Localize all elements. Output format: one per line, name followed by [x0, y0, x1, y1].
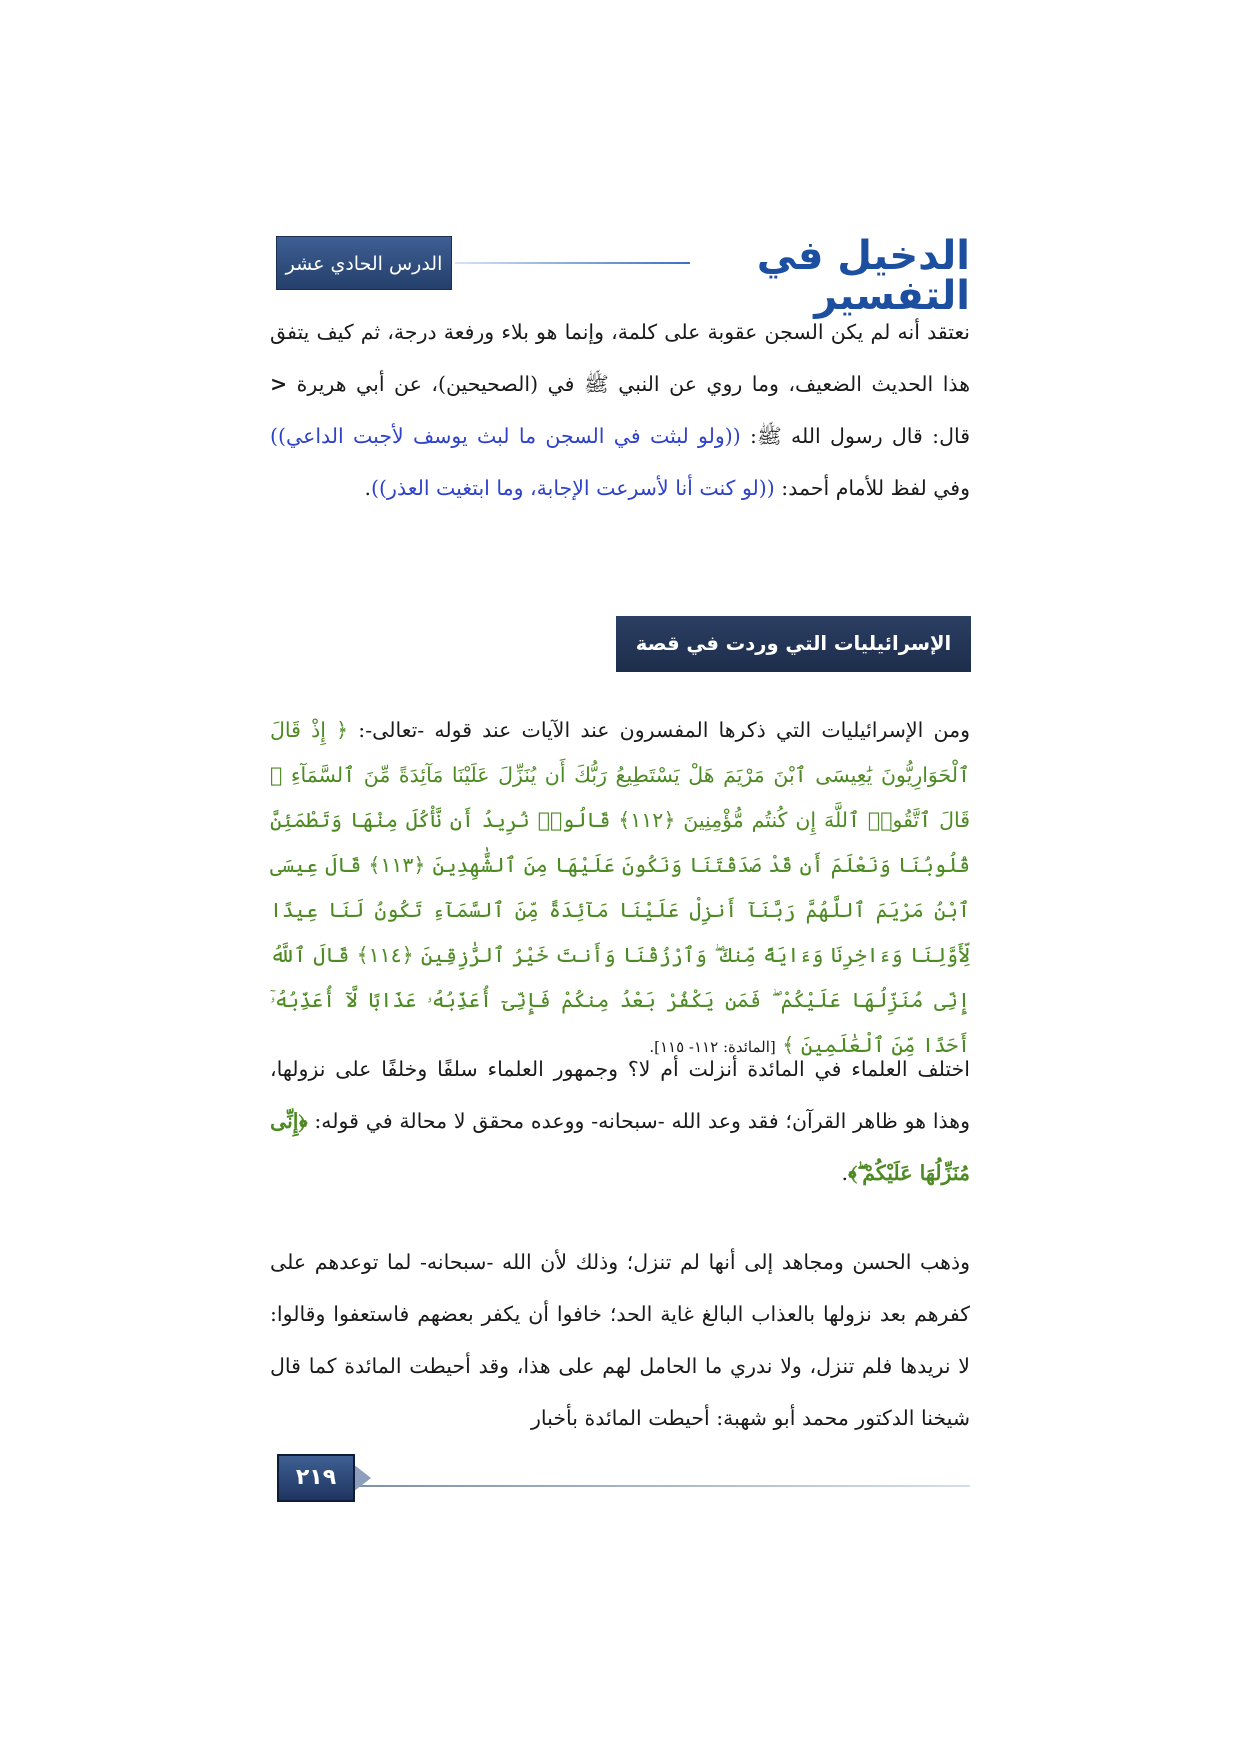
- page-tab-arrow: [353, 1464, 371, 1492]
- book-title: الدخيل في التفسير: [756, 233, 970, 319]
- quran-passage: [270, 708, 970, 1070]
- paragraph-text: اختلف العلماء في المائدة أنزلت أم لا؟ وجمهور العلماء سلفًا وخلفًا على نزولها، وهذا هو ظاهر القرآن؛ فقد وعد الله -سبحانه- ووعده محقق لا محالة في قوله:: [270, 1057, 970, 1133]
- quran-inline-verse: ﴿إِنِّى مُنَزِّلُهَا عَلَيْكُمْ ۖ﴾: [270, 1109, 970, 1185]
- paragraph-text: .: [364, 476, 372, 500]
- paragraph-discussion: [270, 1043, 970, 1199]
- hadith-quote: ((لو كنت أنا لأسرعت الإجابة، وما ابتغيت العذر)): [371, 476, 775, 500]
- section-heading: الإسرائيليات التي وردت في قصة المائدة: [616, 616, 971, 672]
- verse-reference: [المائدة: ١١٢- ١١٥].: [649, 1038, 776, 1056]
- quran-verses: إِذْ قَالَ ٱلْحَوَارِيُّونَ يَٰعِيسَى ٱبْنَ مَرْيَمَ هَلْ يَسْتَطِيعُ رَبُّكَ أَن يُنَزِّلَ عَلَيْنَا مَآئِدَةً مِّنَ ٱلسَّمَآءِ ۖ قَالَ ٱتَّقُوا۟ ٱللَّهَ إِن كُنتُم مُّؤْمِنِينَ ﴿١١٢﴾ قَالُوا۟ نُرِيدُ أَن نَّأْكُلَ مِنْهَا وَتَطْمَئِنَّ قُلُوبُنَا وَنَعْلَمَ أَن قَدْ صَدَقْتَنَا وَنَكُونَ عَلَيْهَا مِنَ ٱلشَّٰهِدِينَ ﴿١١٣﴾ قَالَ عِيسَى ٱبْنُ مَرْيَمَ ٱللَّهُمَّ رَبَّنَآ أَنزِلْ عَلَيْنَا مَآئِدَةً مِّنَ ٱلسَّمَآءِ تَكُونُ لَنَا عِيدًا لِّأَوَّلِنَا وَءَاخِرِنَا وَءَايَةً مِّنكَ ۖ وَٱرْزُقْنَا وَأَنتَ خَيْرُ ٱلرَّٰزِقِينَ ﴿١١٤﴾ قَالَ ٱللَّهُ إِنِّى مُنَزِّلُهَا عَلَيْكُمْ ۖ فَمَن يَكْفُرْ بَعْدُ مِنكُمْ فَإِنِّىٓ أُعَذِّبُهُۥ عَذَابًا لَّآ أُعَذِّبُهُۥٓ أَحَدًا مِّنَ ٱلْعَٰلَمِينَ: [270, 718, 971, 1057]
- paragraph-opinion: وذهب الحسن ومجاهد إلى أنها لم تنزل؛ وذلك لأن الله -سبحانه- لما توعدهم على كفرهم بعد نزولها بالعذاب البالغ غاية الحد؛ خافوا أن يكفر بعضهم فاستعفوا وقالوا: لا نريدها فلم تنزل، ولا ندري ما الحامل لهم على هذا، وقد أحيطت المائدة كما قال شيخنا الدكتور محمد أبو شهبة: أحيطت المائدة بأخبار: [270, 1250, 970, 1430]
- paragraph-text: قال: قال رسول الله ﷺ:: [740, 424, 971, 448]
- narrator-marker: <: [270, 372, 288, 396]
- footer-divider: [355, 1485, 970, 1487]
- paragraph-text: .: [841, 1161, 849, 1185]
- header-divider: [455, 262, 690, 264]
- paragraph-text: نعتقد أنه لم يكن السجن عقوبة على كلمة، وإنما هو بلاء ورفعة درجة، ثم كيف يتفق هذا الحديث الضعيف، وما روي عن النبي ﷺ في (الصحيحين)، عن أبي هريرة: [270, 320, 970, 396]
- lesson-label: الدرس الحادي عشر: [276, 236, 452, 290]
- page-number: ٢١٩: [277, 1454, 355, 1502]
- close-bracket: ﴾: [782, 1033, 795, 1057]
- paragraph-intro: [270, 306, 970, 514]
- hadith-quote: ((ولو لبثت في السجن ما لبث يوسف لأجبت الداعي)): [270, 424, 741, 448]
- open-bracket: ﴿: [336, 718, 349, 742]
- paragraph-text: وفي لفظ للأمام أحمد:: [774, 476, 970, 500]
- passage-intro: ومن الإسرائيليات التي ذكرها المفسرون عند الآيات عند قوله -تعالى-:: [348, 718, 970, 742]
